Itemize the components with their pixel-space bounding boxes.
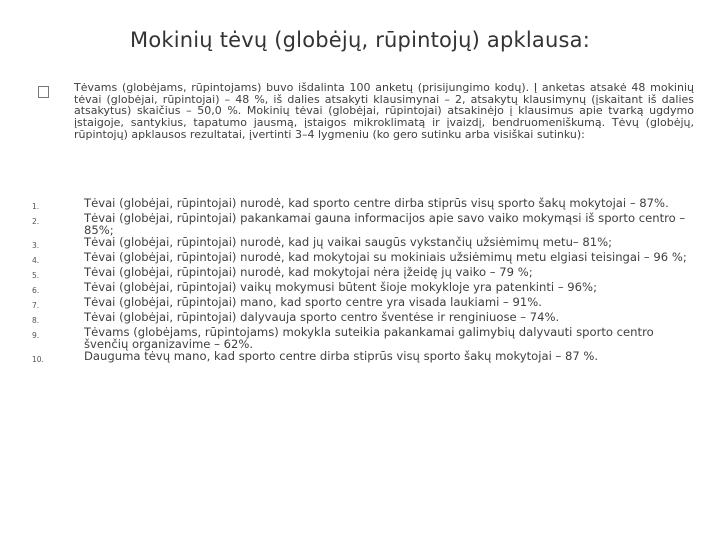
intro-paragraph xyxy=(38,82,698,141)
list-item-text: Tėvai (globėjai, rūpintojai) dalyvauja sporto centro šventėse ir renginiuose – 74%. xyxy=(84,310,560,325)
list-item-number: 8. xyxy=(32,316,40,326)
list-item-number: 3. xyxy=(32,240,40,250)
list-item-number: 2. xyxy=(32,217,40,227)
list-item-number: 9. xyxy=(32,331,40,341)
list-item-number: 7. xyxy=(32,301,40,311)
list-item-text: Tėvai (globėjai, rūpintojai) nurodė, kad mokytojai nėra įžeidę jų vaiko – 79 %; xyxy=(84,264,533,279)
list-item-text: Tėvai (globėjai, rūpintojai) nurodė, kad mokytojai su mokiniais užsiėmimų metu elgiasi teisingai – 96 %; xyxy=(84,249,687,264)
list-item-number: 1. xyxy=(32,202,40,211)
list-item-text: Tėvai (globėjai, rūpintojai) vaikų mokymusi būtent šioje mokykloje yra patenkinti – 96%; xyxy=(84,280,597,295)
list-item xyxy=(32,351,702,366)
list-item-number: 6. xyxy=(32,286,40,296)
list-item-text: Tėvai (globėjai, rūpintojai) mano, kad sporto centre yra visada laukiami – 91%. xyxy=(84,295,542,310)
list-item-text: Dauguma tėvų mano, kad sporto centre dirba stiprūs visų sporto šakų mokytojai – 87 %. xyxy=(84,349,599,364)
list-item-text: Tėvams (globėjams, rūpintojams) mokykla suteikia pakankamai galimybių dalyvauti sporto centro švenčių organizavime – 62%. xyxy=(84,325,654,351)
list-item-number: 5. xyxy=(32,270,40,280)
list-item-text: Tėvai (globėjai, rūpintojai) nurodė, kad jų vaikai saugūs vykstančių užsiėmimų metu– 81%; xyxy=(84,234,613,249)
list-item-text: Tėvai (globėjai, rūpintojai) nurodė, kad sporto centre dirba stiprūs visų sporto šakų mokytojai – 87%. xyxy=(84,196,669,210)
list-item xyxy=(32,213,702,236)
list-item-number: 4. xyxy=(32,255,40,265)
list-item-text: Tėvai (globėjai, rūpintojai) pakankamai gauna informacijos apie savo vaiko mokymąsi iš sporto centro – 85%; xyxy=(84,211,686,237)
intro-text: Tėvams (globėjams, rūpintojams) buvo išdalinta 100 anketų (prisijungimo kodų). Į anketas atsakė 48 mokinių tėvai (globėjai, rūpintojai) – 48 %, iš dalies atsakyti klausimynai – 2, atsakytų klausimynų (įskaitant iš dalies atsakytus) skaičius – 50,0 %. Mokinių tėvai (globėjai, rūpintojai) atsakinėjo į klausimus apie tvarką ugdymo įstaigoje, santykius, tapatumo jausmą, įstaigos mikroklimatą ir įvaizdį, bendruomeniškumą. Tėvų (globėjų, rūpintojų) apklausos rezultatai, įvertinti 3–4 lygmeniu (ko gero sutinku arba visiškai sutinku): xyxy=(74,81,694,141)
results-list xyxy=(32,198,702,366)
list-item-number: 10. xyxy=(32,355,44,365)
list-item xyxy=(32,327,702,350)
square-bullet-icon xyxy=(38,86,49,98)
slide-title: Mokinių tėvų (globėjų, rūpintojų) apklausa: xyxy=(130,28,590,52)
